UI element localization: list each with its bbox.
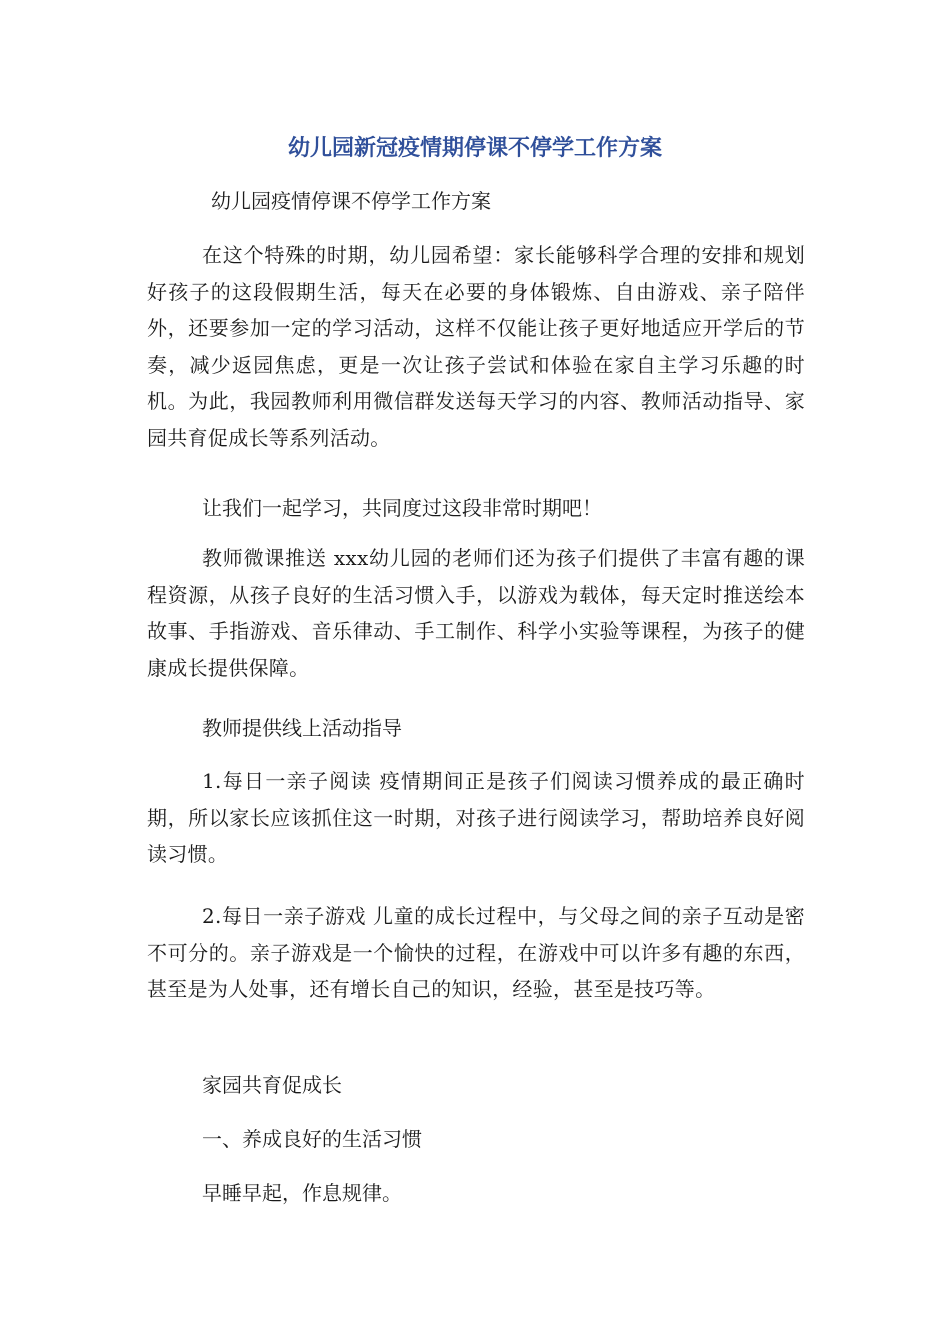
- paragraph-sleep: 早睡早起，作息规律。: [202, 1181, 402, 1205]
- paragraph-intro: 在这个特殊的时期，幼儿园希望：家长能够科学合理的安排和规划好孩子的这段假期生活，每天在必要的身体锻炼、自由游戏、亲子陪伴外，还要参加一定的学习活动，这样不仅能让孩子更好地适应开学后的节奏，减少返园焦虑，更是一次让孩子尝试和体验在家自主学习乐趣的时机。为此，我园教师利用微信群发送每天学习的内容、教师活动指导、家园共育促成长等系列活动。: [147, 243, 805, 450]
- paragraph-learn-together: 让我们一起学习，共同度过这段非常时期吧！: [202, 496, 602, 520]
- paragraph-game: 2.每日一亲子游戏 儿童的成长过程中，与父母之间的亲子互动是密不可分的。亲子游戏是一个愉快的过程，在游戏中可以许多有趣的东西，甚至是为人处事，还有增长自己的知识，经验，甚至是技巧等。: [147, 904, 805, 1001]
- paragraph-reading: 1.每日一亲子阅读 疫情期间正是孩子们阅读习惯养成的最正确时期，所以家长应该抓住这一时期，对孩子进行阅读学习，帮助培养良好阅读习惯。: [147, 769, 805, 866]
- document-title: 幼儿园新冠疫情期停课不停学工作方案: [287, 136, 662, 161]
- document-subtitle: 幼儿园疫情停课不停学工作方案: [211, 189, 491, 213]
- paragraph-online-guidance: 教师提供线上活动指导: [202, 716, 402, 740]
- paragraph-habits: 一、养成良好的生活习惯: [202, 1127, 422, 1151]
- paragraph-home-school: 家园共育促成长: [202, 1073, 342, 1097]
- paragraph-micro-class: 教师微课推送 xxx幼儿园的老师们还为孩子们提供了丰富有趣的课程资源，从孩子良好的生活习惯入手，以游戏为载体，每天定时推送绘本故事、手指游戏、音乐律动、手工制作、科学小实验等课程，为孩子的健康成长提供保障。: [147, 546, 805, 680]
